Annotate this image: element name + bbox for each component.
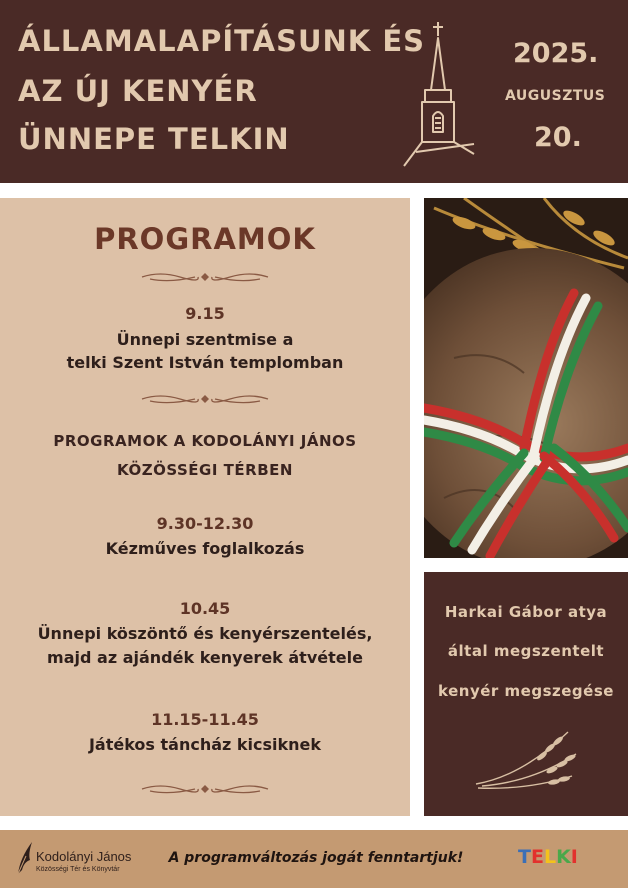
date-month: AUGUSZTUS <box>505 88 606 104</box>
date-day: 20. <box>534 122 582 153</box>
event-title-line-2: AZ ÚJ KENYÉR <box>18 74 258 108</box>
blessing-text: kenyér megszegése <box>438 682 614 700</box>
program-time: 10.45 <box>179 599 231 618</box>
telki-logo <box>518 846 578 868</box>
program-description: Ünnepi köszöntő és kenyérszentelés, <box>37 624 373 643</box>
ornament-divider-icon <box>140 270 270 284</box>
library-logo-name: Kodolányi János <box>36 849 132 864</box>
telki-letter: K <box>556 846 571 868</box>
program-description: Ünnepi szentmise a <box>116 330 294 349</box>
telki-letter: T <box>518 846 531 868</box>
program-time: 9.30-12.30 <box>156 514 254 533</box>
event-title-line-3: ÜNNEPE TELKIN <box>18 122 290 156</box>
blessing-text: Harkai Gábor atya <box>444 603 608 621</box>
section-title: PROGRAMOK A KODOLÁNYI JÁNOS <box>53 432 357 450</box>
telki-letter: E <box>530 846 544 868</box>
programs-title: PROGRAMOK <box>94 222 316 256</box>
program-description: majd az ajándék kenyerek átvétele <box>47 648 363 667</box>
telki-letter: L <box>543 846 557 868</box>
library-logo-subtitle: Közösségi Tér és Könyvtár <box>36 866 120 873</box>
telki-letter: I <box>570 846 578 868</box>
blessing-text: által megszentelt <box>447 642 605 660</box>
program-description: Kézműves foglalkozás <box>105 539 305 558</box>
program-description: Játékos táncház kicsiknek <box>88 735 322 754</box>
ornament-divider-icon <box>140 782 270 796</box>
program-time: 9.15 <box>185 304 225 323</box>
church-tower-icon <box>398 20 478 170</box>
date-year: 2025. <box>513 38 599 69</box>
change-disclaimer: A programváltozás jogát fenntartjuk! <box>168 850 464 866</box>
bread-ribbon-photo <box>424 198 628 558</box>
ornament-divider-icon <box>140 392 270 406</box>
event-title-line-1: ÁLLAMALAPÍTÁSUNK ÉS <box>18 24 426 58</box>
wheat-icon <box>472 726 582 792</box>
program-description: telki Szent István templomban <box>66 353 344 372</box>
section-title: KÖZÖSSÉGI TÉRBEN <box>117 461 293 479</box>
program-time: 11.15-11.45 <box>151 710 259 729</box>
